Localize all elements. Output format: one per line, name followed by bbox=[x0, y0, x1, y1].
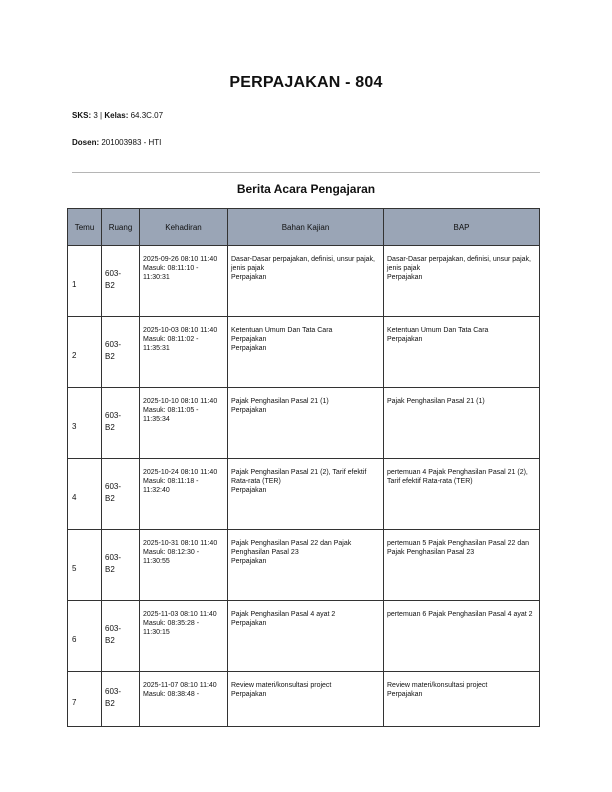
meta-separator: | bbox=[97, 111, 105, 120]
cell-ruang: 603- B2 bbox=[102, 459, 140, 530]
column-header-bap: BAP bbox=[384, 209, 540, 246]
cell-kehadiran: 2025-11-03 08:10 11:40 Masuk: 08:35:28 - 11:30:15 bbox=[140, 601, 228, 672]
column-header-kehadiran: Kehadiran bbox=[140, 209, 228, 246]
cell-bap: Dasar-Dasar perpajakan, definisi, unsur pajak, jenis pajak Perpajakan bbox=[384, 246, 540, 317]
cell-ruang: 603- B2 bbox=[102, 530, 140, 601]
cell-bap: pertemuan 6 Pajak Penghasilan Pasal 4 ayat 2 bbox=[384, 601, 540, 672]
cell-kehadiran: 2025-09-26 08:10 11:40 Masuk: 08:11:10 - 11:30:31 bbox=[140, 246, 228, 317]
cell-ruang: 603- B2 bbox=[102, 601, 140, 672]
cell-bap: Pajak Penghasilan Pasal 21 (1) bbox=[384, 388, 540, 459]
cell-temu: 4 bbox=[68, 459, 102, 530]
cell-bahan-kajian: Pajak Penghasilan Pasal 4 ayat 2 Perpajakan bbox=[228, 601, 384, 672]
cell-ruang: 603- B2 bbox=[102, 388, 140, 459]
column-header-temu: Temu bbox=[68, 209, 102, 246]
cell-temu: 2 bbox=[68, 317, 102, 388]
cell-kehadiran: 2025-10-03 08:10 11:40 Masuk: 08:11:02 - 11:35:31 bbox=[140, 317, 228, 388]
page-title: PERPAJAKAN - 804 bbox=[229, 74, 383, 91]
cell-bap: Review materi/konsultasi project Perpajakan bbox=[384, 672, 540, 727]
column-header-ruang: Ruang bbox=[102, 209, 140, 246]
table-row bbox=[68, 388, 540, 459]
divider bbox=[72, 172, 540, 173]
cell-bap: pertemuan 5 Pajak Penghasilan Pasal 22 dan Pajak Penghasilan Pasal 23 bbox=[384, 530, 540, 601]
cell-kehadiran: 2025-10-24 08:10 11:40 Masuk: 08:11:18 - 11:32:40 bbox=[140, 459, 228, 530]
cell-bap: pertemuan 4 Pajak Penghasilan Pasal 21 (2), Tarif efektif Rata-rata (TER) bbox=[384, 459, 540, 530]
cell-ruang: 603- B2 bbox=[102, 246, 140, 317]
table-row bbox=[68, 672, 540, 727]
kelas-value: 64.3C.07 bbox=[130, 111, 164, 120]
cell-kehadiran: 2025-11-07 08:10 11:40 Masuk: 08:38:48 - bbox=[140, 672, 228, 727]
cell-temu: 7 bbox=[68, 672, 102, 727]
cell-temu: 6 bbox=[68, 601, 102, 672]
table-row bbox=[68, 530, 540, 601]
table-row bbox=[68, 246, 540, 317]
sks-label: SKS: bbox=[72, 111, 92, 120]
section-title: Berita Acara Pengajaran bbox=[236, 182, 376, 196]
course-meta bbox=[72, 111, 163, 120]
cell-bahan-kajian: Review materi/konsultasi project Perpajakan bbox=[228, 672, 384, 727]
cell-temu: 3 bbox=[68, 388, 102, 459]
teaching-record-table bbox=[67, 208, 540, 727]
cell-bahan-kajian: Ketentuan Umum Dan Tata Cara Perpajakan Perpajakan bbox=[228, 317, 384, 388]
dosen-value: 201003983 - HTI bbox=[101, 138, 162, 147]
cell-kehadiran: 2025-10-31 08:10 11:40 Masuk: 08:12:30 - 11:30:55 bbox=[140, 530, 228, 601]
dosen-label: Dosen: bbox=[72, 138, 100, 147]
cell-bahan-kajian: Pajak Penghasilan Pasal 21 (1) Perpajakan bbox=[228, 388, 384, 459]
cell-ruang: 603- B2 bbox=[102, 672, 140, 727]
lecturer-meta bbox=[72, 138, 161, 147]
cell-bahan-kajian: Dasar-Dasar perpajakan, definisi, unsur pajak, jenis pajak Perpajakan bbox=[228, 246, 384, 317]
table-header-row bbox=[68, 209, 540, 246]
cell-bahan-kajian: Pajak Penghasilan Pasal 21 (2), Tarif efektif Rata-rata (TER) Perpajakan bbox=[228, 459, 384, 530]
table-row bbox=[68, 317, 540, 388]
sks-value: 3 bbox=[93, 111, 98, 120]
cell-bap: Ketentuan Umum Dan Tata Cara Perpajakan bbox=[384, 317, 540, 388]
cell-temu: 5 bbox=[68, 530, 102, 601]
cell-bahan-kajian: Pajak Penghasilan Pasal 22 dan Pajak Penghasilan Pasal 23 Perpajakan bbox=[228, 530, 384, 601]
cell-ruang: 603- B2 bbox=[102, 317, 140, 388]
table-row bbox=[68, 459, 540, 530]
cell-kehadiran: 2025-10-10 08:10 11:40 Masuk: 08:11:05 - 11:35:34 bbox=[140, 388, 228, 459]
column-header-bahan-kajian: Bahan Kajian bbox=[228, 209, 384, 246]
cell-temu: 1 bbox=[68, 246, 102, 317]
table-row bbox=[68, 601, 540, 672]
kelas-label: Kelas: bbox=[104, 111, 129, 120]
